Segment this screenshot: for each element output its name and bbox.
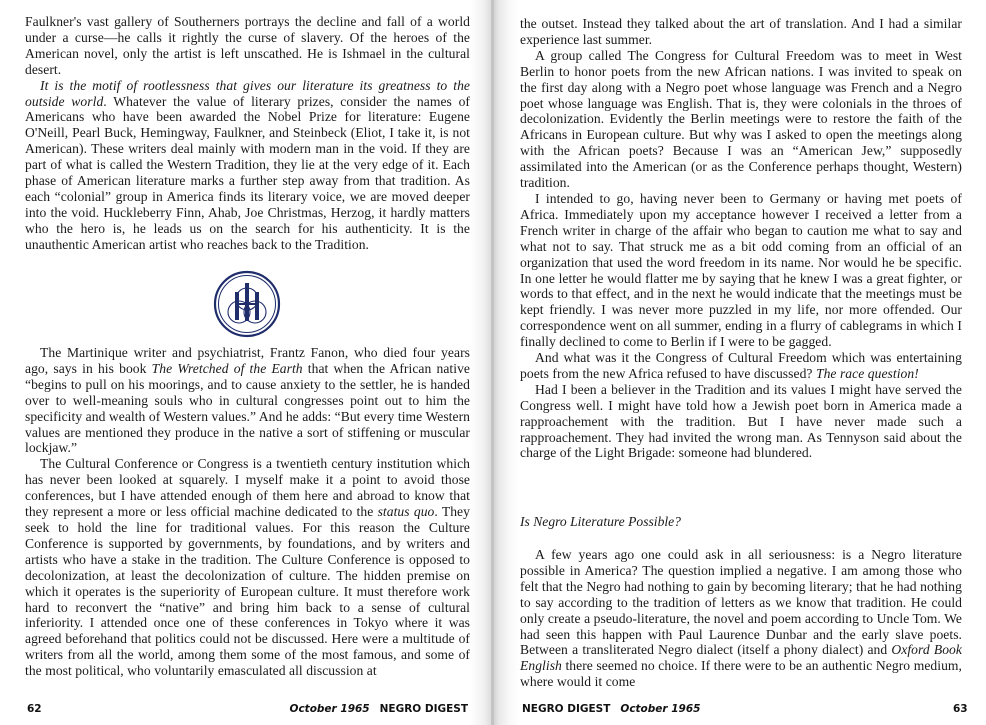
paragraph [520,48,962,191]
book-gutter [491,0,494,725]
body-text: The Cultural Conference or Congress is a twentieth century institution which has never been looked at squarely. I myself make it a point to avoid those conferences, but I have attended enough of them here and abroad to know that they represent a more or less official machine dedicated to the [25,456,470,520]
paragraph [25,345,470,456]
paragraph [520,547,962,690]
body-text: Had I been a believer in the Tradition and its values I might have served the Congress well. I might have told how a Jewish poet born in America made a rapproachement with the tradition. But I have never made such a rapproachement. They had invited the wrong man. As Tennyson said about the charge of the Light Brigade: someone had blundered. [520,381,962,461]
body-text: the outset. Instead they talked about the art of translation. And I had a similar experience last summer. [520,16,962,47]
left-column-bottom [25,345,470,679]
italic-text: status quo [377,504,435,520]
italic-text: The Wretched of the Earth [151,360,303,376]
left-footer-title [290,703,468,715]
left-footer-magazine: NEGRO DIGEST [379,703,468,715]
right-column-bottom [520,547,962,690]
italic-text: The race question! [815,365,919,381]
italic-text: It is the motif of rootlessness that gives our literature its greatness to the outside world [25,77,470,109]
paragraph [25,78,470,253]
paragraph [520,350,962,382]
body-text: . They seek to hold the line for traditional values. For this reason the Culture Conference is supported by governments, by foundations, and by writers and artists who have a stake in the tradition. The Culture Conference is opposed to decolonization, at least the decolonization of culture. The hidden premise on which it operates is the superiority of European culture. It must therefore work hard to reconvert the “native” and bring him back to a sense of cultural inferiority. I attended once one of these conferences in Tokyo where it was agreed beforehand that politics could not be discussed. Here were a multitude of writers from all the world, among them some of the most famous, and some of the most political, who voluntarily emasculated all discussion at [25,504,470,679]
paragraph [520,191,962,350]
paragraph [25,456,470,679]
italic-text: Oxford Book English [520,642,962,674]
left-page-number: 62 [27,703,42,715]
body-text: I intended to go, having never been to Germany or having met poets of Africa. Immediately upon my acceptance however I received a letter from a French writer in charge of the affair who began to caution me what to say and what not to say. That struck me as a bit odd coming from an official of an organization that used the word freedom in its name. Nor would he be specific. In one letter he would flatter me by saying that he knew I was a great fighter, or words to that effect, and in the next he would indicate that the meetings must be kept friendly. I was never more puzzled in my life, nor more offended. Our correspondence went on all summer, ending in a flurry of cablegrams in which I finally declined to come to Berlin if I were to be gagged. [520,190,962,350]
magazine-emblem-icon [212,270,282,338]
paragraph [520,382,962,462]
body-text: A few years ago one could ask in all seriousness: is a Negro literature possible in America? The question implied a negative. I am among those who felt that the Negro had nothing to gain by becoming literary; that he had nothing to say according to the tradition of letters as we know that tradition. He could only create a pseudo-literature, the novel and poem according to Uncle Tom. We had seen this happen with Paul Laurence Dunbar and the early slave poets. Between a transliterated Negro dialect (itself a phony dialect) and [520,547,962,658]
right-footer-date: October 1965 [620,703,701,715]
section-heading: Is Negro Literature Possible? [520,514,681,529]
right-column-top [520,16,962,461]
paragraph [25,14,470,78]
body-text: there seemed no choice. If there were to be an authentic Negro medium, where would it come [520,658,962,690]
right-page-number: 63 [953,703,968,715]
right-footer-title [522,703,710,715]
body-text: Faulkner's vast gallery of Southerners portrays the decline and fall of a world under a curse—he calls it rightly the curse of slavery. Of the heroes of the American novel, only the artist is left unscathed. He is Ishmael in the cultural desert. [25,14,470,77]
body-text: And what was it the Congress of Cultural Freedom which was entertaining poets from the new Africa refused to have discussed? [520,350,962,381]
body-text: A group called The Congress for Cultural Freedom was to meet in West Berlin to honor poets from the new African nations. I was invited to speak on the first day along with a Negro poet whose language was French and a Negro poet whose language was English. That is, they were colonials in the throes of decolonization. Evidently the Berlin meetings were to restore the faith of the Africans in European culture. But why was I asked to open the meetings along with the African poets? Because I was an “American Jew,” supposedly assimilated into the American (or as the Conference perhaps thought, Western) tradition. [520,47,962,191]
paragraph [520,16,962,48]
right-footer-magazine: NEGRO DIGEST [522,703,611,715]
left-footer-date: October 1965 [289,703,370,715]
left-column-top [25,14,470,253]
body-text: The Martinique writer and psychiatrist, Frantz Fanon, who died four years ago, says in his book [25,345,470,376]
body-text: that when the African native “begins to pull on his moorings, and to cause anxiety to the settler, he is handed over to well-meaning souls who in cultural congresses point out to him the specificity and wealth of Western values.” And he adds: “But every time Western values are mentioned they produce in the native a sort of stiffening or muscular lockjaw.” [25,360,470,456]
body-text: . Whatever the value of literary prizes, consider the names of Americans who have been awarded the Nobel Prize for literature: Eugene O'Neill, Pearl Buck, Hemingway, Faulkner, and Steinbeck (Eliot, I take it, is not American). These writers deal mainly with modern man in the void. If they are part of what is called the Western Tradition, they lie at the very edge of it. Each phase of American literature marks a further step away from that tradition. As each “colonial” group in America finds its literary voice, we are moved deeper into the void. Huckleberry Finn, Ahab, Joe Christmas, Herzog, it hardly matters who the hero is, he leads us on the search for his authenticity. It is the unauthentic American artist who reaches back to the Tradition. [25,93,471,252]
